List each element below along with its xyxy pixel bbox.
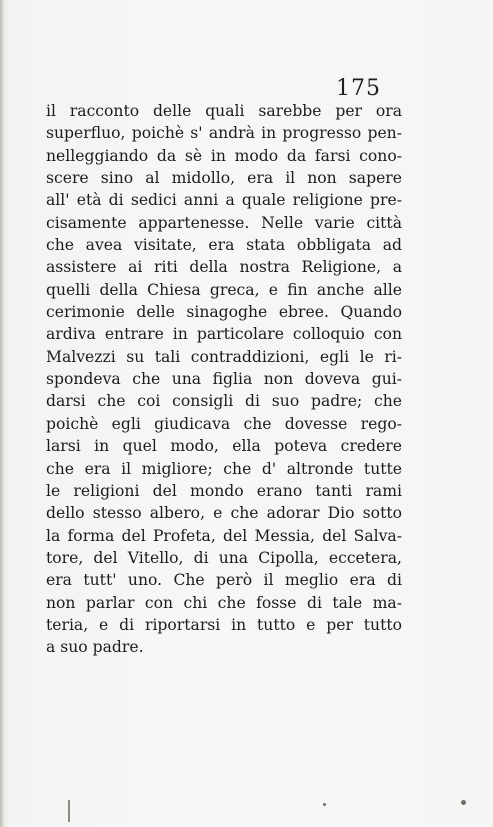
text-line: darsi che coi consigli di suo padre; che bbox=[46, 392, 402, 411]
text-line: poichè egli giudicava che dovesse rego- bbox=[46, 414, 402, 433]
text-line: che avea visitate, era stata obbligata ad bbox=[46, 236, 402, 255]
text-line: non parlar con chi che fosse di tale ma- bbox=[46, 593, 402, 612]
paper-speck bbox=[323, 803, 326, 806]
text-line: le religioni del mondo erano tanti rami bbox=[46, 481, 402, 500]
text-line: Malvezzi su tali contraddizioni, egli le ri- bbox=[46, 347, 402, 366]
text-line: ardiva entrare in particolare colloquio con bbox=[46, 325, 402, 344]
page-binding-edge bbox=[0, 0, 4, 827]
paper-mark bbox=[68, 800, 70, 822]
text-line: larsi in quel modo, ella poteva credere bbox=[46, 437, 402, 456]
text-line: all' età di sedici anni a quale religione pre- bbox=[46, 191, 402, 210]
page-number: 175 bbox=[336, 76, 381, 101]
text-line: che era il migliore; che d' altronde tutte bbox=[46, 459, 402, 478]
text-line: superfluo, poichè s' andrà in progresso pen- bbox=[46, 124, 402, 143]
text-line: a suo padre. bbox=[46, 638, 144, 657]
body-text bbox=[46, 100, 402, 659]
text-line: cisamente appartenesse. Nelle varie città bbox=[46, 213, 402, 232]
text-line: scere sino al midollo, era il non sapere bbox=[46, 169, 402, 188]
text-line: tore, del Vitello, di una Cipolla, eccetera, bbox=[46, 548, 402, 567]
text-line: dello stesso albero, e che adorar Dio sotto bbox=[46, 504, 402, 523]
text-line: nelleggiando da sè in modo da farsi cono- bbox=[46, 146, 402, 165]
text-line: assistere ai riti della nostra Religione, a bbox=[46, 258, 402, 277]
paper-speck bbox=[461, 800, 466, 805]
text-line: il racconto delle quali sarebbe per ora bbox=[46, 102, 402, 120]
text-line: cerimonie delle sinagoghe ebree. Quando bbox=[46, 303, 402, 322]
text-line: teria, e di riportarsi in tutto e per tutto bbox=[46, 615, 402, 634]
text-line: quelli della Chiesa greca, e fin anche alle bbox=[46, 280, 402, 299]
text-line: era tutt' uno. Che però il meglio era di bbox=[46, 571, 402, 590]
text-line: spondeva che una figlia non doveva gui- bbox=[46, 370, 402, 389]
text-line: la forma del Profeta, del Messia, del Salva- bbox=[46, 526, 402, 545]
